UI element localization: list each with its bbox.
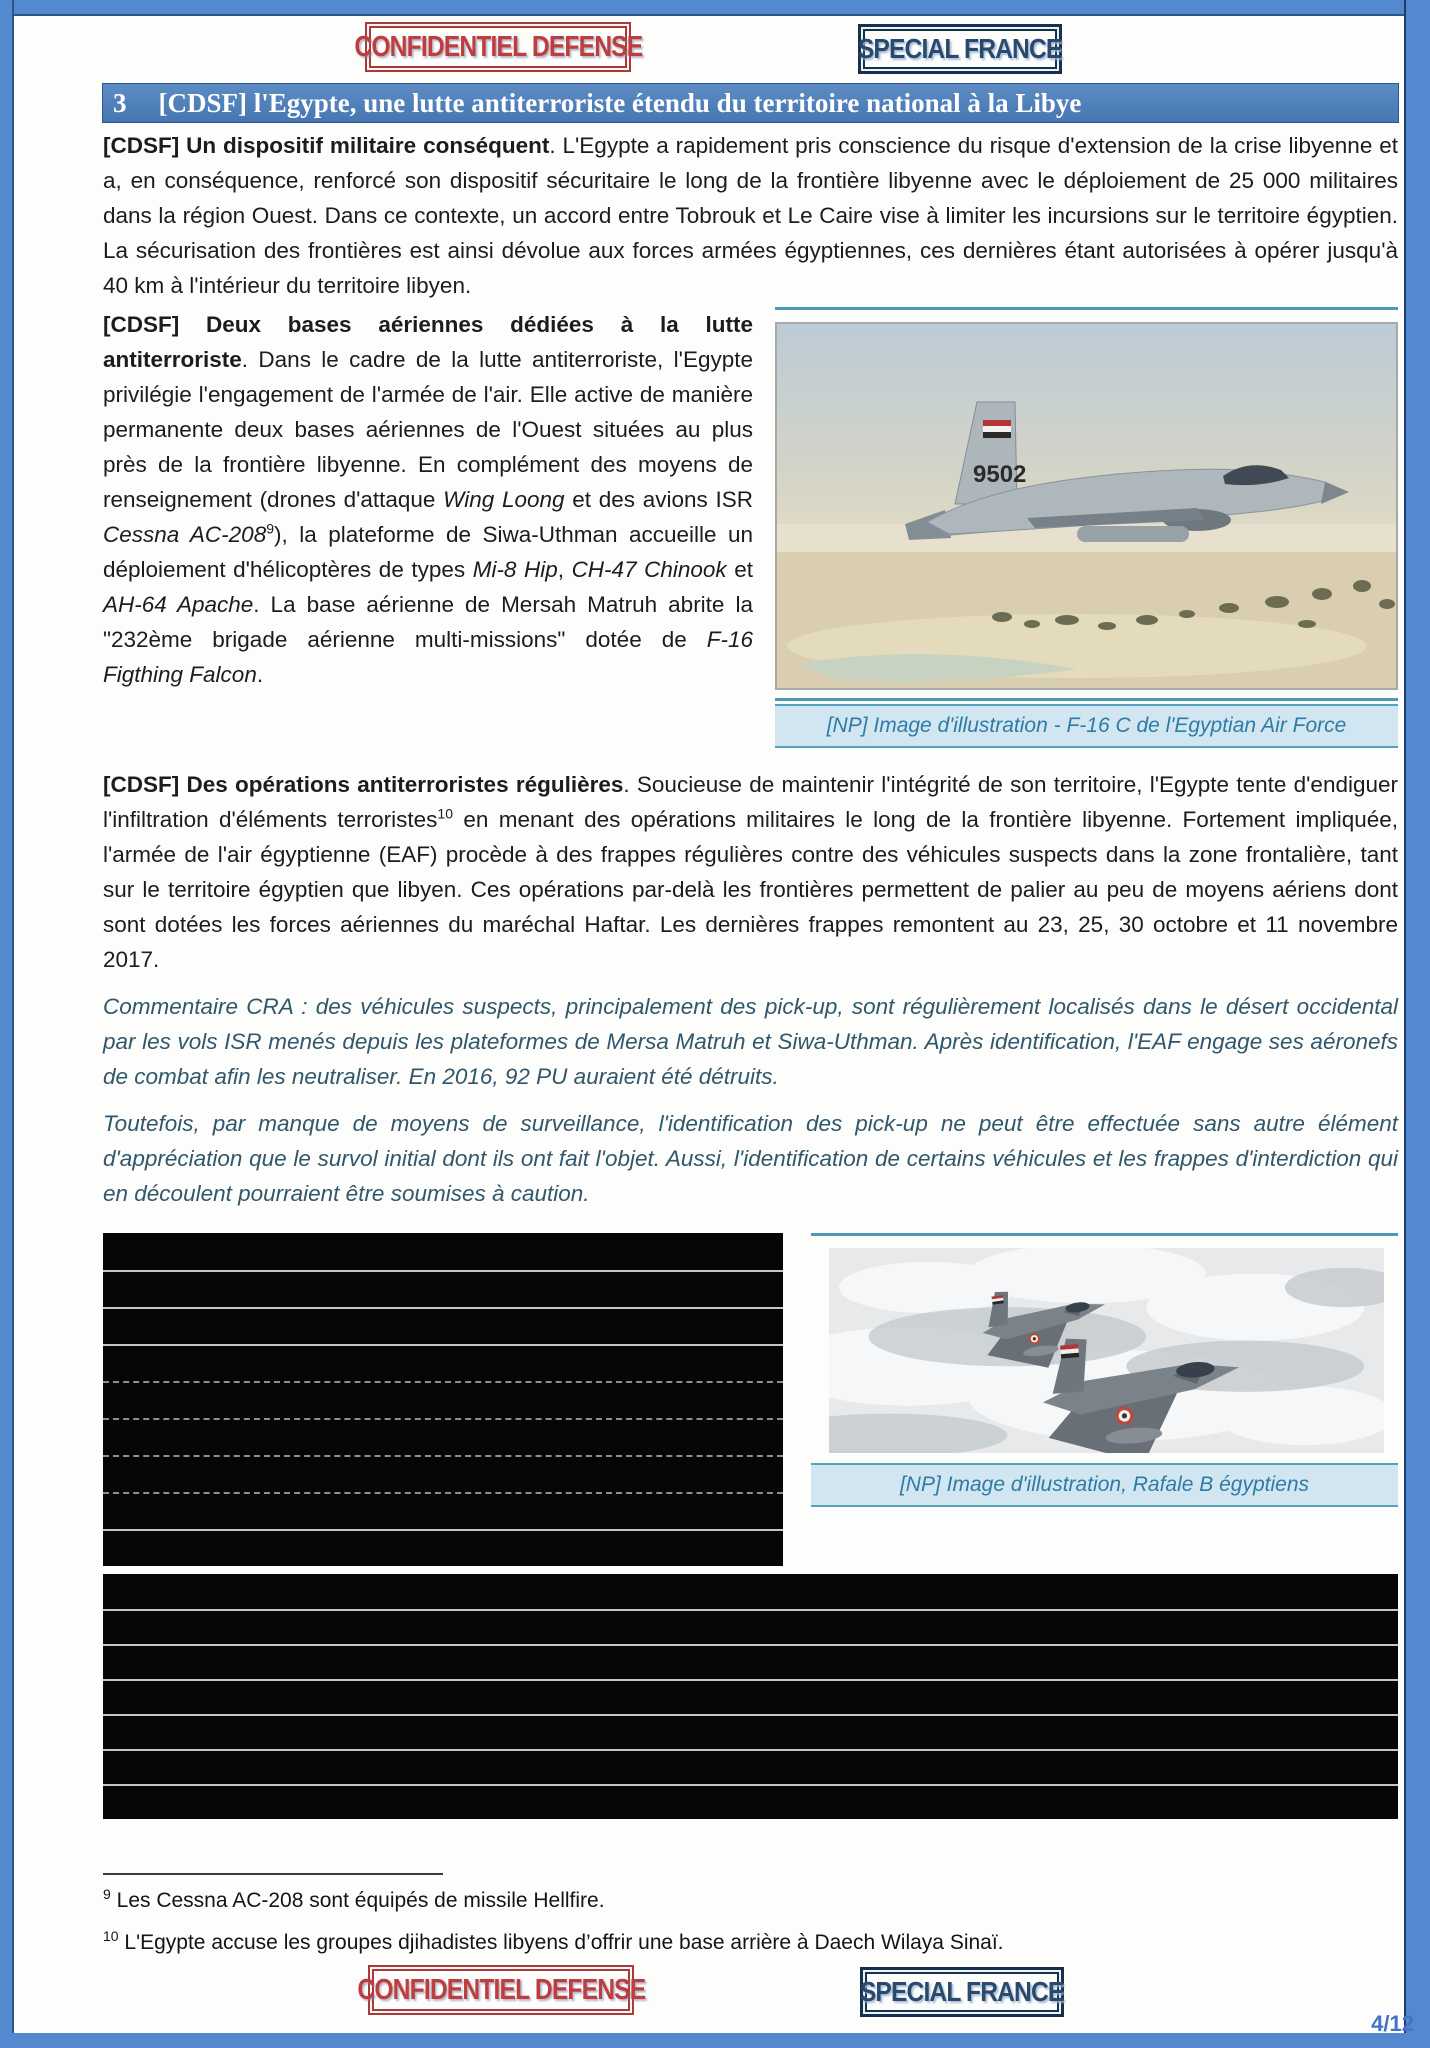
figure-f16 [775, 307, 1398, 765]
paragraph-lead: [CDSF] Des opérations antiterroristes régulières [103, 772, 624, 797]
paragraph-lead: [CDSF] Deux bases aériennes dédiées à la lutte antiterroriste [103, 312, 753, 372]
f16-photo-illustration [777, 324, 1396, 688]
figure-top-rule [811, 1233, 1398, 1236]
page-border-right [1404, 0, 1430, 2048]
aircraft-name: AH-64 Apache [103, 592, 254, 617]
commentary-cra-2: Toutefois, par manque de moyens de surveillance, l'identification des pick-up ne peut être effectuée sans autre élément d'appréciation que le survol initial dont ils ont fait l'objet. Aussi, l'identification de certains véhicules et les frappes d'interdiction qui en découlent pourraient être soumises à caution. [103, 1111, 1398, 1206]
section-number: 3 [113, 87, 127, 118]
f16-caption [775, 704, 1398, 748]
footnote-number: 10 [103, 1928, 119, 1944]
paragraph-body: . [256, 662, 264, 687]
footnote-10 [103, 1920, 1398, 1959]
paragraph-lead: [CDSF] Un dispositif militaire conséquent [103, 133, 550, 158]
handling-stamp-label: SPECIAL FRANCE [858, 33, 1062, 64]
f16-photo [775, 322, 1398, 690]
rafale-caption [811, 1463, 1398, 1507]
classification-stamp-top [354, 22, 642, 72]
paragraph-body: . Dans le cadre de la lutte antiterroriste, l'Egypte privilégie l'engagement de l'armée de l'air. Elle active de manière permanente deux bases aériennes de l'Ouest situées au plus près de la frontière libyenne. En complément des moyens de renseignement (drones d'attaque [103, 347, 753, 512]
aircraft-name: Mi-8 Hip [472, 557, 558, 582]
paragraph-body: . Soucieuse de maintenir l'intégrité de son territoire, l'Egypte tente d'endiguer l'infiltration d'éléments terroristes [103, 772, 1398, 832]
footer-stamps [103, 1961, 1398, 2017]
paragraph-dispositif [103, 128, 1398, 303]
paragraph-body: et des avions ISR [564, 487, 753, 512]
footnote-ref-10: 10 [437, 805, 453, 822]
classification-stamp-bottom [357, 1965, 645, 2015]
paragraph-bases-aeriennes [103, 307, 753, 765]
classification-stamp-label: CONFIDENTIEL DEFENSE [354, 30, 642, 63]
rafale-photo [829, 1248, 1384, 1453]
caption-text: [NP] Image d'illustration, Rafale B égyptiens [899, 1473, 1310, 1496]
page-footer-zone [103, 1873, 1398, 2017]
footnote-number: 9 [103, 1886, 111, 1902]
page-border-top [0, 0, 1430, 16]
handling-stamp-label: SPECIAL FRANCE [860, 1976, 1064, 2007]
footnote-ref-9: 9 [266, 520, 275, 537]
aircraft-name: F-16 Figthing Falcon [103, 627, 753, 687]
handling-stamp-top [858, 24, 1062, 74]
aircraft-name: CH-47 Chinook [571, 557, 727, 582]
page-border-bottom [0, 2033, 1430, 2048]
footnote-9 [103, 1878, 1398, 1917]
redacted-text-block [103, 1233, 783, 1566]
section-heading [103, 84, 1398, 122]
rafale-photo-illustration [829, 1248, 1384, 1453]
footnote-text: L'Egypte accuse les groupes djihadistes libyens d’offrir une base arrière à Daech Wilaya Sinaï. [124, 1931, 1004, 1954]
paragraph-body: . La base aérienne de Mersah Matruh abrite la "232ème brigade aérienne multi-missions" dotée de [103, 592, 753, 652]
paragraph-body: et [726, 557, 753, 582]
paragraph-body: en menant des opérations militaires le long de la frontière libyenne. Fortement impliquée, l'armée de l'air égyptienne (EAF) procède à des frappes régulières contre des véhicules suspects dans la zone frontalière, tant sur le territoire égyptien que libyen. Ces opérations par-delà les frontières permettent de palier au peu de moyens aériens dont sont dotées les forces aériennes du maréchal Haftar. Les dernières frappes remontent au 23, 25, 30 octobre et 11 novembre 2017. [103, 807, 1398, 972]
paragraph-body: ), la plateforme de Siwa-Uthman accueille un déploiement d'hélicoptères de types [103, 522, 754, 582]
page-border-left [0, 0, 14, 2048]
handling-stamp-bottom [860, 1967, 1064, 2017]
figure-rafale [811, 1233, 1398, 1566]
section-title: [CDSF] l'Egypte, une lutte antiterroriste étendu du territoire national à la Libye [158, 87, 1082, 118]
paragraph-operations [103, 767, 1398, 977]
page-content [103, 0, 1398, 1819]
caption-text: [NP] Image d'illustration - F-16 C de l'Egyptian Air Force [826, 714, 1347, 737]
figure-caption-rule [775, 698, 1398, 701]
figure-top-rule [775, 307, 1398, 310]
redacted-full-width-block [103, 1574, 1398, 1819]
page-number: 4/12 [1371, 2011, 1414, 2036]
classification-stamp-label: CONFIDENTIEL DEFENSE [357, 1973, 645, 2006]
aircraft-name: Wing Loong [443, 487, 565, 512]
footnote-text: Les Cessna AC-208 sont équipés de missile Hellfire. [116, 1889, 605, 1912]
f16-tail-number: 9502 [973, 461, 1027, 488]
two-column-block [103, 307, 1398, 765]
footnote-separator [103, 1873, 443, 1875]
paragraph-body: . L'Egypte a rapidement pris conscience du risque d'extension de la crise libyenne et a, en conséquence, renforcé son dispositif sécuritaire le long de la frontière libyenne avec le déploiement de 25 000 militaires dans la région Ouest. Dans ce contexte, un accord entre Tobrouk et Le Caire vise à limiter les incursions sur le territoire égyptien. La sécurisation des frontières est ainsi dévolue aux forces armées égyptiennes, ces dernières étant autorisées à opérer jusqu'à 40 km à l'intérieur du territoire libyen. [103, 133, 1398, 298]
paragraph-body: , [557, 557, 572, 582]
redacted-section-row [103, 1233, 1398, 1566]
commentary-cra-1: Commentaire CRA : des véhicules suspects, principalement des pick-up, sont régulièrement localisés dans le désert occidental par les vols ISR menés depuis les plateformes de Mersa Matruh et Siwa-Uthman. Après identification, l'EAF engage ses aéronefs de combat afin les neutraliser. En 2016, 92 PU auraient été détruits. [103, 994, 1398, 1089]
aircraft-name: Cessna AC-208 [103, 522, 267, 547]
